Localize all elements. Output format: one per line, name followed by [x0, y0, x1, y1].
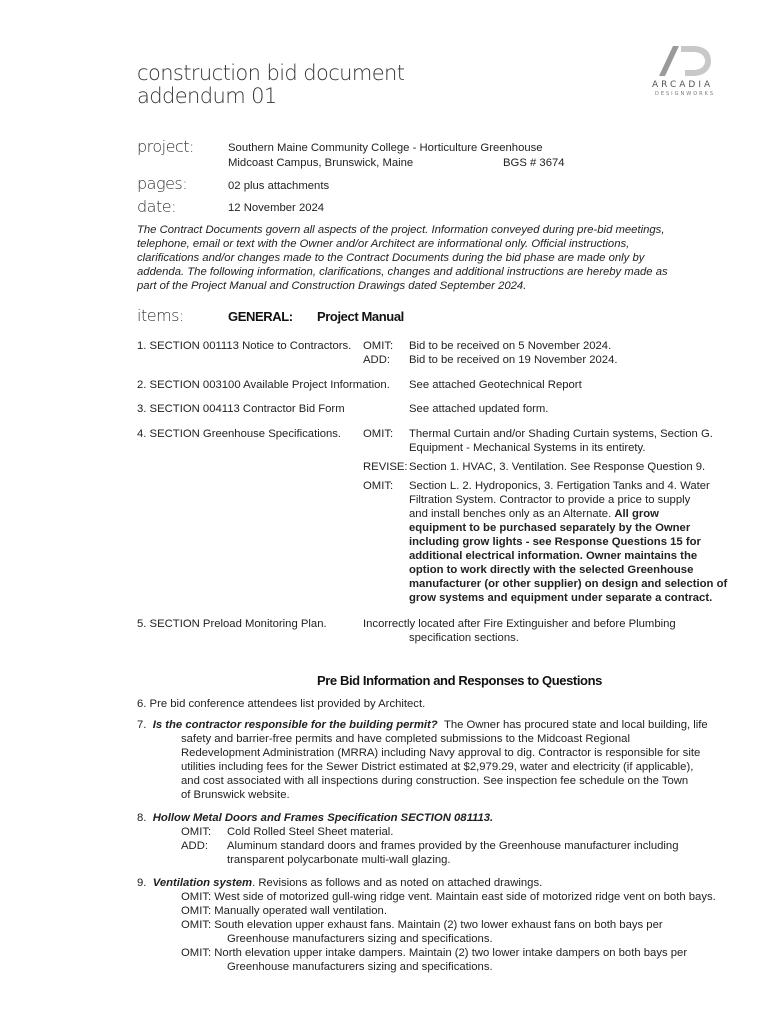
item-7: 7. Is the contractor responsible for the building permit? The Owner has procured state and local building, life safety and barrier-free permits and have completed submissions to the Midcoast Regional Redevelopment Administration (MRRA) including Navy approval to dig. Contractor is responsible for site utilities including fees for the Sewer District estimated at $2,979.29, water and electricity (if applicable), and cost associated with all inspections during construction. See inspection fee schedule on the Town of Brunswick website. [137, 719, 708, 801]
section-2-text: See attached Geotechnical Report [409, 379, 582, 391]
pages-value: 02 plus attachments [228, 180, 330, 192]
section-4-revise-text: Section 1. HVAC, 3. Ventilation. See Response Question 9. [409, 461, 706, 473]
intro-paragraph: The Contract Documents govern all aspects of the project. Information conveyed during pre-bid meetings, telephone, email or text with the Owner and/or Architect are informational only. Official instructions, clarifications and/or changes made to the Contract Documents during the bid phase are made only by addenda. The following information, clarifications, changes and additional instructions are hereby made as part of the Project Manual and Construction Drawings dated September 2024. [137, 224, 668, 292]
logo-subtitle: DESIGNWORKS [655, 91, 716, 97]
section-3-title: 3. SECTION 004113 Contractor Bid Form [137, 403, 345, 415]
item-8-omit-text: Cold Rolled Steel Sheet material. [227, 826, 394, 838]
item-8-tag-add: ADD: [181, 840, 208, 852]
section-3-text: See attached updated form. [409, 403, 549, 415]
section-1-tag-omit: OMIT: [363, 340, 394, 352]
item-8-tag-omit: OMIT: [181, 826, 212, 838]
arcadia-logo-icon [655, 44, 713, 76]
project-line1: Southern Maine Community College - Horticulture Greenhouse [228, 142, 543, 154]
section-1-omit-text: Bid to be received on 5 November 2024. [409, 340, 612, 352]
date-label: date: [137, 197, 176, 216]
section-4-tag-omit-2: OMIT: [363, 480, 394, 492]
item-8: 8. Hollow Metal Doors and Frames Specification SECTION 081113. [137, 812, 494, 824]
pages-label: pages: [137, 174, 188, 193]
section-1-tag-add: ADD: [363, 354, 390, 366]
document-title: construction bid document addendum 01 [137, 61, 405, 108]
item-6: 6. Pre bid conference attendees list provided by Architect. [137, 698, 426, 710]
section-5-text: Incorrectly located after Fire Extinguisher and before Plumbing specification sections. [363, 618, 676, 644]
logo-name: ARCADIA [652, 80, 714, 90]
general-heading: GENERAL: [228, 309, 293, 324]
section-5-title: 5. SECTION Preload Monitoring Plan. [137, 618, 327, 630]
prebid-heading: Pre Bid Information and Responses to Questions [317, 673, 602, 688]
section-4-omit-2-text: Section L. 2. Hydroponics, 3. Fertigation Tanks and 4. Water Filtration System. Contractor to provide a price to supply and install benches only as an Alternate. All grow equipment to be purchased separately by the Owner including grow lights - see Response Questions 15 for additional electrical information. Owner maintains the option to work directly with the selected Greenhouse manufacturer (or other supplier) on design and selection of grow systems and equipment under separate a contract. [409, 480, 728, 604]
section-4-tag-omit: OMIT: [363, 428, 394, 440]
project-label: project: [137, 137, 194, 156]
section-1-title: 1. SECTION 001113 Notice to Contractors. [137, 340, 352, 352]
section-4-omit-text: Thermal Curtain and/or Shading Curtain systems, Section G. Equipment - Mechanical Systems in its entirety. [409, 428, 713, 454]
items-label: items: [137, 306, 184, 325]
date-value: 12 November 2024 [228, 202, 325, 214]
section-2-title: 2. SECTION 003100 Available Project Information. [137, 379, 390, 391]
project-manual-heading: Project Manual [317, 309, 404, 324]
section-4-tag-revise: REVISE: [363, 461, 408, 473]
project-bgs: BGS # 3674 [503, 157, 565, 169]
item-8-add-text: Aluminum standard doors and frames provided by the Greenhouse manufacturer including transparent polycarbonate multi-wall glazing. [227, 840, 679, 866]
section-4-title: 4. SECTION Greenhouse Specifications. [137, 428, 342, 440]
section-1-add-text: Bid to be received on 19 November 2024. [409, 354, 618, 366]
project-line2: Midcoast Campus, Brunswick, Maine [228, 157, 414, 169]
item-9: 9. Ventilation system. Revisions as follows and as noted on attached drawings. OMIT: West side of motorized gull-wing ridge vent. Maintain east side of motorized ridge vent on both bays. OMIT: Manually operated wall ventilation. OMIT: South elevation upper exhaust fans. Maintain (2) two lower exhaust fans on both bays per Greenhouse manufacturers sizing and specifications. OMIT: North elevation upper intake dampers. Maintain (2) two lower intake dampers on both bays per Greenhouse manufacturers sizing and specifications. [137, 877, 716, 973]
